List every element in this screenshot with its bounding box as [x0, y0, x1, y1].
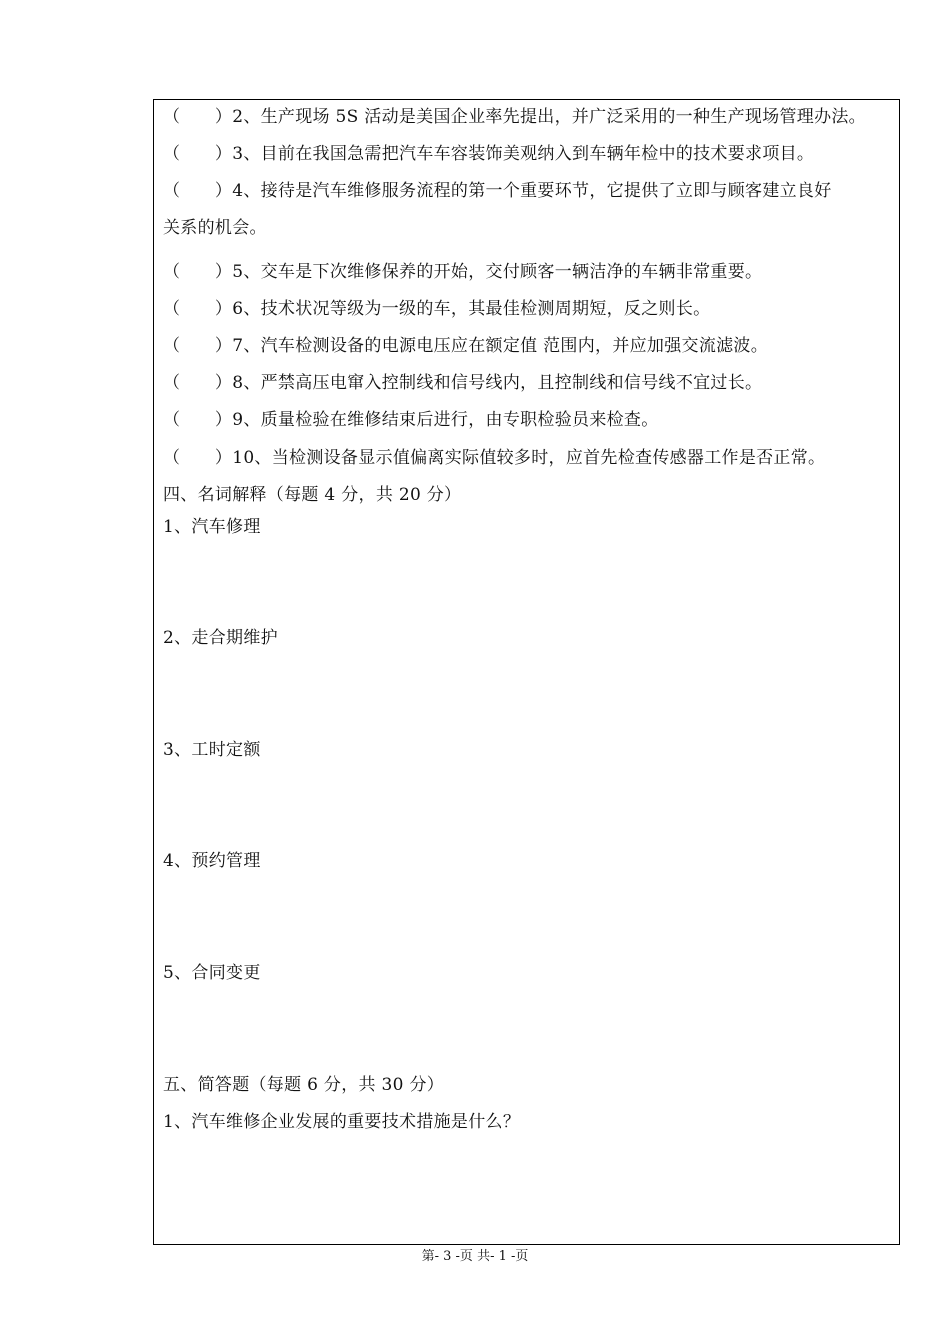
term-question-2: 2、走合期维护 — [163, 628, 278, 648]
tf-item-4: （ ）4、接待是汽车维修服务流程的第一个重要环节，它提供了立即与顾客建立良好 — [163, 181, 832, 201]
tf-item-2: （ ）2、生产现场 5S 活动是美国企业率先提出，并广泛采用的一种生产现场管理办法。 — [163, 107, 866, 127]
short-answer-question-1: 1、汽车维修企业发展的重要技术措施是什么？ — [163, 1112, 521, 1132]
term-question-1: 1、汽车修理 — [163, 517, 261, 537]
tf-item-6: （ ）6、技术状况等级为一级的车，其最佳检测周期短，反之则长。 — [163, 299, 711, 319]
term-question-4: 4、预约管理 — [163, 851, 261, 871]
tf-item-9: （ ）9、质量检验在维修结束后进行，由专职检验员来检查。 — [163, 410, 659, 430]
tf-item-5: （ ）5、交车是下次维修保养的开始，交付顾客一辆洁净的车辆非常重要。 — [163, 262, 763, 282]
page-footer: 第- 3 -页 共- 1 -页 — [421, 1249, 529, 1264]
section5-heading: 五、简答题（每题 6 分，共 30 分） — [163, 1075, 445, 1095]
section4-heading: 四、名词解释（每题 4 分，共 20 分） — [163, 485, 462, 505]
term-question-5: 5、合同变更 — [163, 963, 261, 983]
tf-item-8: （ ）8、严禁高压电窜入控制线和信号线内，且控制线和信号线不宜过长。 — [163, 373, 763, 393]
tf-item-3: （ ）3、目前在我国急需把汽车车容装饰美观纳入到车辆年检中的技术要求项目。 — [163, 144, 815, 164]
tf-item-10: （ ）10、当检测设备显示值偏离实际值较多时，应首先检查传感器工作是否正常。 — [163, 448, 826, 468]
term-question-3: 3、工时定额 — [163, 740, 261, 760]
tf-item-7: （ ）7、汽车检测设备的电源电压应在额定值 范围内，并应加强交流滤波。 — [163, 336, 769, 356]
tf-item-4-continued: 关系的机会。 — [163, 218, 267, 238]
